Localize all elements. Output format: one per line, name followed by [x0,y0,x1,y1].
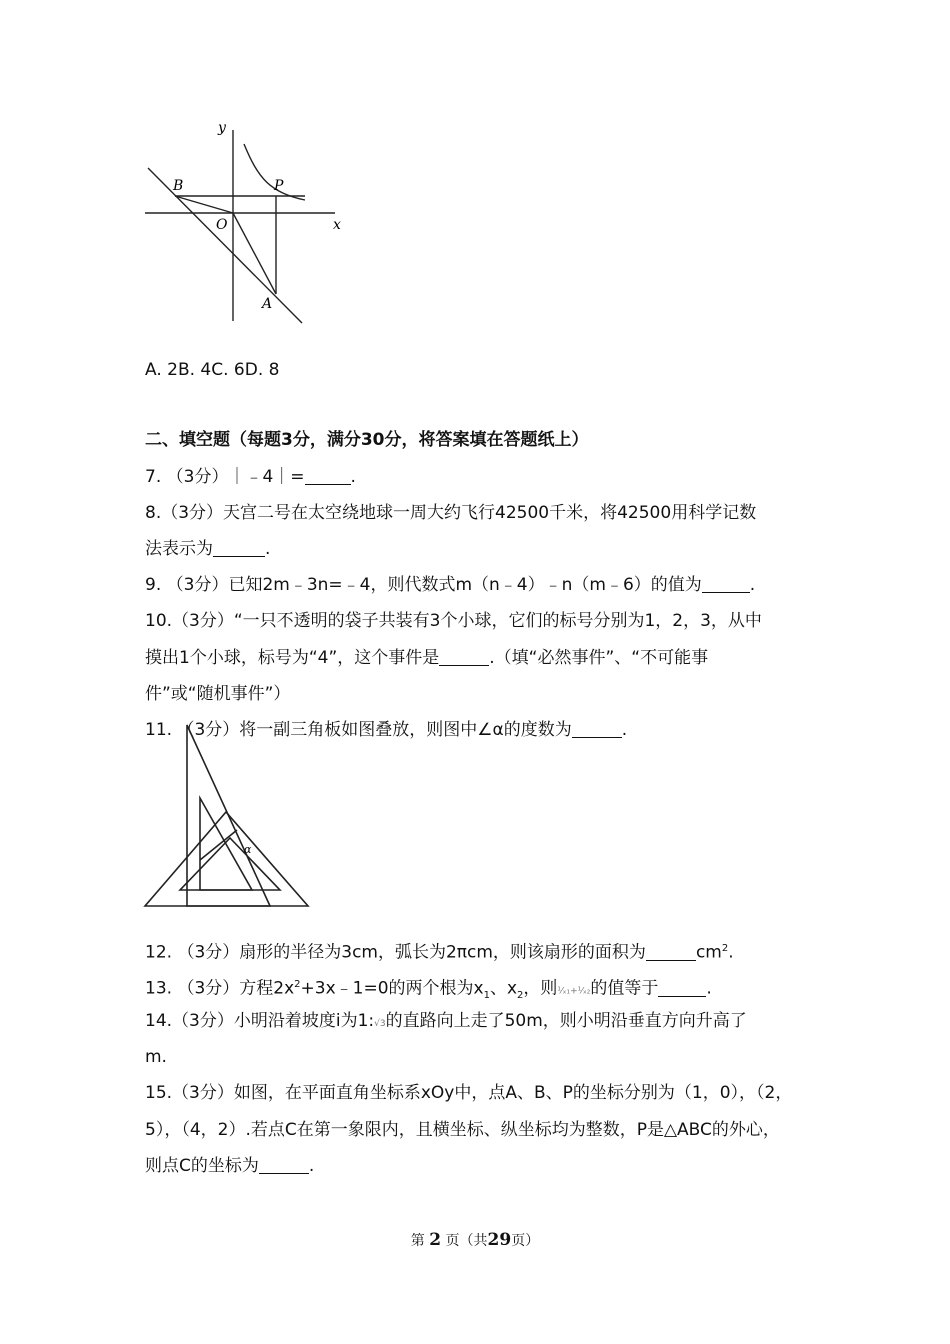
question-10-line1: 10.（3分）“一只不透明的袋子共装有3个小球，它们的标号分别为1，2，3，从中 [145,611,762,631]
label-y: y [218,120,226,136]
question-15-line2: 5），（4，2）.若点C在第一象限内，且横坐标、纵坐标均为整数，P是△ABC的外心， [145,1120,780,1140]
question-14-line1: 14.（3分）小明沿着坡度i为1:√3的直路向上走了50m，则小明沿垂直方向升高了 [145,1011,747,1031]
second-triangle-outer [145,812,308,906]
question-15-line3: 则点C的坐标为 . [145,1156,315,1176]
label-b: B [173,178,184,194]
set-squares-figure [140,720,315,910]
second-triangle-inner [180,838,280,890]
question-10-line3: 件”或“随机事件”） [145,684,291,704]
question-10-line2: 摸出1个小球，标号为“4”，这个事件是 .（填“必然事件”、“不可能事 [145,648,709,668]
fraction-expression: ¹⁄ₓ₁+¹⁄ₓ₂ [557,986,591,997]
question-8-line2: 法表示为 . [145,539,271,559]
alpha-label: α [244,843,252,856]
question-11: 11. （3分）将一副三角板如图叠放，则图中∠α的度数为 . [145,720,628,740]
question-15-line1: 15.（3分）如图，在平面直角坐标系xOy中，点A、B、P的坐标分别为（1，0），（2， [145,1083,793,1103]
page-footer: 第 2 页（共29页） [410,1230,540,1250]
question-13: 13. （3分）方程$2x^2+3x﹣1=0$的两个根为$x_1$、$x_2$，则¹⁄ₓ₁+¹⁄ₓ₂的值等于 . [145,978,712,1002]
segment-oa [233,213,276,294]
sqrt-expression: √3 [374,1019,386,1029]
label-x: x [333,217,341,233]
label-p: P [274,178,284,194]
question-7: 7. （3分）｜﹣4｜= . [145,467,356,487]
question-14-line2: m. [145,1047,167,1067]
coordinate-figure [140,118,350,328]
question-8-line1: 8.（3分）天宫二号在太空绕地球一周大约飞行42500千米，将42500用科学记数 [145,503,757,523]
section-heading: 二、填空题（每题3分，满分30分，将答案填在答题纸上） [145,430,589,450]
question-9: 9. （3分）已知2m﹣3n=﹣4，则代数式m（n﹣4）﹣n（m﹣6）的值为 . [145,575,756,595]
label-o: O [216,217,228,233]
label-a: A [262,296,273,312]
q6-options: A. 2B. 4C. 6D. 8 [145,360,280,380]
question-12: 12. （3分）扇形的半径为3cm，弧长为2πcm，则该扇形的面积为 $cm^2$. [145,942,734,963]
hypotenuse-crossing [200,830,237,860]
